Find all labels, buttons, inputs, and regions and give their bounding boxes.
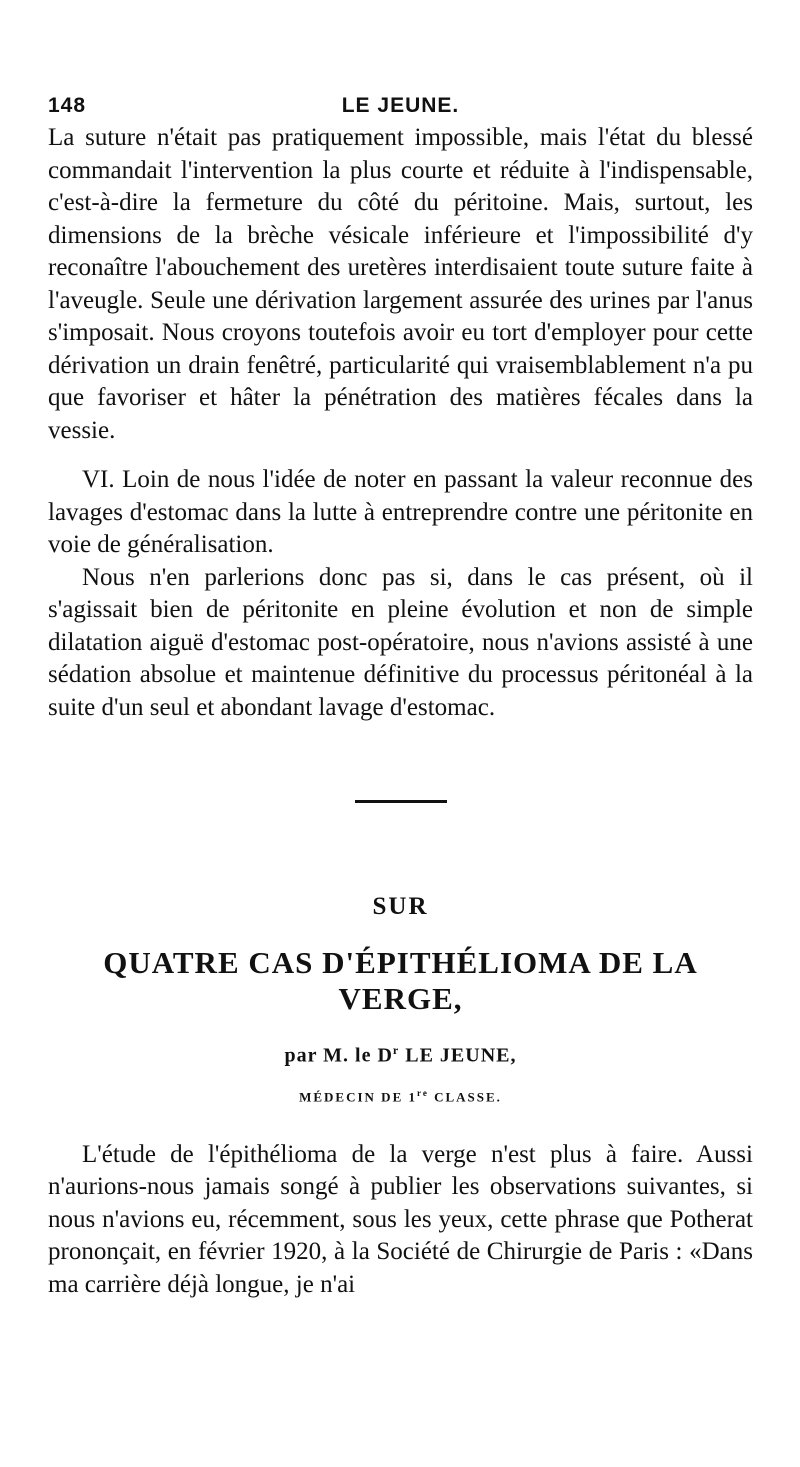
author-rank bbox=[48, 1088, 753, 1105]
rank-suffix: CLASSE. bbox=[428, 1088, 502, 1104]
byline-author: LE JEUNE, bbox=[399, 1044, 517, 1067]
rank-prefix: MÉDECIN DE 1 bbox=[299, 1088, 417, 1104]
byline-sup: r bbox=[392, 1043, 400, 1057]
running-head bbox=[48, 88, 753, 122]
section-divider bbox=[355, 800, 447, 803]
paragraph: La suture n'était pas pratiquement impossible, mais l'état du blessé commandait l'intervention la plus courte et réduite à l'indispensable, c'est-à-dire la fermeture du côté du péritoine. Mais, surtout, les dimensions de la brèche vésicale inférieure et l'impossibilité d'y reconaître l'abouchement des uretères interdisaient toute suture faite à l'aveugle. Seule une dérivation largement assurée des urines par l'anus s'imposait. Nous croyons toutefois avoir eu tort d'employer pour cette dérivation un drain fenêtré, particularité qui vraisemblablement n'a pu que favoriser et hâter la pénétration des matières fécales dans la vessie. bbox=[48, 124, 753, 444]
paragraph: Nous n'en parlerions donc pas si, dans le cas présent, où il s'agissait bien de péritonite en pleine évolution et non de simple dilatation aiguë d'estomac post-opératoire, nous n'avions assisté à une sédation absolue et maintenue définitive du processus péritonéal à la suite d'un seul et abondant lavage d'estomac. bbox=[48, 563, 753, 721]
rank-sup: re bbox=[417, 1087, 429, 1098]
article-kicker: SUR bbox=[372, 893, 429, 920]
paragraph: L'étude de l'épithélioma de la verge n'est plus à faire. Aussi n'aurions-nous jamais songé à publier les observations suivantes, si nous n'avions eu, récemment, sous les yeux, cette phrase que Potherat prononçait, en février 1920, à la Société de Chirurgie de Paris : «Dans ma carrière déjà longue, je n'ai bbox=[48, 1140, 753, 1298]
article-title: QUATRE CAS D'ÉPITHÉLIOMA DE LA VERGE, bbox=[103, 945, 698, 1016]
running-title: LE JEUNE. bbox=[341, 94, 460, 117]
page-number: 148 bbox=[48, 94, 87, 117]
article-byline bbox=[48, 1043, 753, 1068]
previous-article-text bbox=[48, 122, 753, 724]
article-heading bbox=[48, 893, 753, 1105]
byline-prefix: par M. le D bbox=[284, 1044, 393, 1067]
paragraph: VI. Loin de nous l'idée de noter en passant la valeur reconnue des lavages d'estomac dans la lutte à entreprendre contre une péritonite en voie de généralisation. bbox=[48, 466, 753, 558]
article-body bbox=[48, 1139, 753, 1302]
page bbox=[48, 88, 753, 1301]
